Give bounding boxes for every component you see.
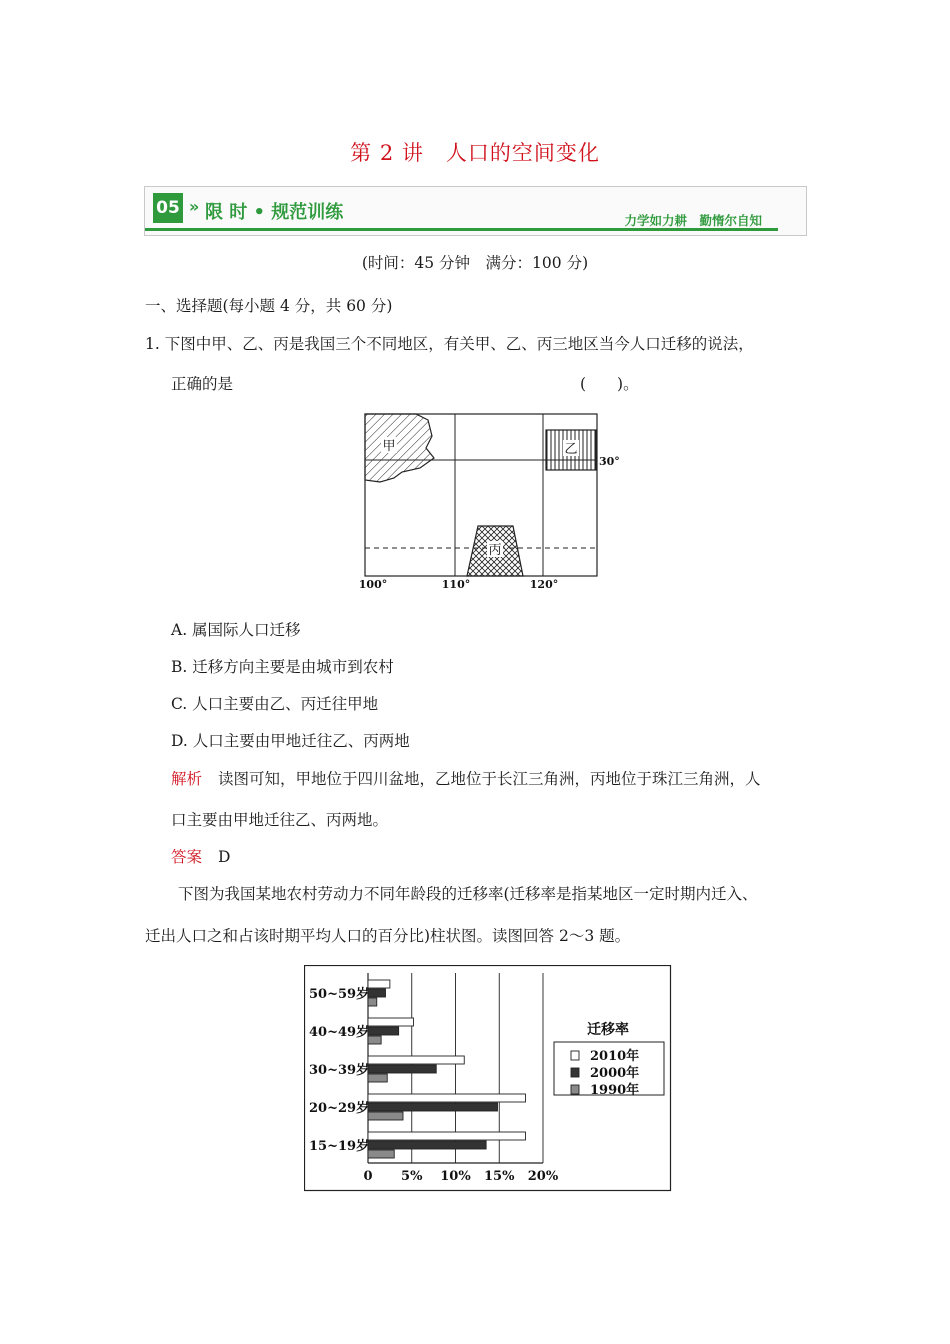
analysis-line1: 读图可知，甲地位于四川盆地，乙地位于长江三角洲，丙地位于珠江三角洲，人 xyxy=(218,770,761,788)
region-bing-label: 丙 xyxy=(488,543,502,558)
answer-label: 答案 xyxy=(171,848,203,866)
bar xyxy=(368,1018,414,1026)
x-tick-label: 10% xyxy=(440,1169,471,1184)
section-banner xyxy=(144,186,807,236)
legend-entry: 2010年 xyxy=(590,1049,640,1064)
lon-label-120: 120° xyxy=(529,578,559,591)
legend-title: 迁移率 xyxy=(587,1022,629,1038)
category-label: 20~29岁 xyxy=(309,1101,370,1116)
q1-map-figure xyxy=(350,406,630,596)
bar xyxy=(368,989,386,997)
analysis-line2: 口主要由甲地迁往乙、丙两地。 xyxy=(171,811,389,829)
category-label: 30~39岁 xyxy=(309,1063,370,1078)
bar xyxy=(368,1150,394,1158)
bar xyxy=(368,1094,526,1102)
bar xyxy=(368,1036,381,1044)
section-heading: 一、选择题(每小题 4 分，共 60 分) xyxy=(145,297,393,315)
q1-option-d: D. 人口主要由甲地迁往乙、丙两地 xyxy=(171,732,410,750)
banner-underline xyxy=(145,228,778,231)
bar xyxy=(368,1056,464,1064)
x-tick-label: 5% xyxy=(401,1169,423,1184)
lon-label-110: 110° xyxy=(441,578,471,591)
lon-label-100: 100° xyxy=(358,578,388,591)
exam-meta: (时间：45 分钟 满分：100 分) xyxy=(361,254,589,272)
bar xyxy=(368,1027,399,1035)
legend-swatch xyxy=(571,1085,579,1094)
region-jia xyxy=(365,414,434,482)
q1-stem-line1: 1. 下图中甲、乙、丙是我国三个不同地区，有关甲、乙、丙三地区当今人口迁移的说法， xyxy=(145,335,754,353)
legend-entry: 1990年 xyxy=(590,1083,640,1098)
q1-option-b: B. 迁移方向主要是由城市到农村 xyxy=(171,658,394,676)
bar xyxy=(368,1103,498,1111)
banner-heading: 限 时 • 规范训练 xyxy=(205,202,344,223)
legend-entry: 2000年 xyxy=(590,1066,640,1081)
bar xyxy=(368,1132,526,1140)
x-tick-label: 15% xyxy=(484,1169,515,1184)
lat-label: 30° xyxy=(599,455,620,468)
answer-value: D xyxy=(218,848,231,866)
intro-line2: 迁出人口之和占该时期平均人口的百分比)柱状图。读图回答 2～3 题。 xyxy=(145,927,631,945)
banner-slogan: 力学如力耕 勤惰尔自知 xyxy=(624,213,762,228)
page-title: 第 2 讲 人口的空间变化 xyxy=(350,141,600,165)
q1-option-a: A. 属国际人口迁移 xyxy=(171,621,301,639)
q1-stem-line2: 正确的是 xyxy=(171,375,234,393)
region-jia-label: 甲 xyxy=(382,439,396,454)
x-tick-label: 20% xyxy=(527,1169,559,1184)
q1-option-c: C. 人口主要由乙、丙迁往甲地 xyxy=(171,695,379,713)
bar xyxy=(368,1112,403,1120)
x-tick-label: 0 xyxy=(363,1169,373,1184)
bar xyxy=(368,1141,486,1149)
bar xyxy=(368,1065,436,1073)
analysis-label: 解析 xyxy=(171,770,203,788)
legend-swatch xyxy=(571,1051,579,1060)
category-label: 15~19岁 xyxy=(309,1139,370,1154)
region-yi-label: 乙 xyxy=(564,442,578,457)
intro-line1: 下图为我国某地农村劳动力不同年龄段的迁移率(迁移率是指某地区一定时期内迁入、 xyxy=(178,885,758,903)
migration-rate-chart xyxy=(304,965,672,1193)
legend-swatch xyxy=(571,1068,579,1077)
bar xyxy=(368,998,377,1006)
category-label: 50~59岁 xyxy=(309,987,370,1002)
bar xyxy=(368,1074,387,1082)
banner-arrow-icon: » xyxy=(189,197,200,216)
bar xyxy=(368,980,390,988)
category-label: 40~49岁 xyxy=(309,1025,370,1040)
banner-number: 05 xyxy=(153,193,183,223)
q1-answer-blank: ( )。 xyxy=(580,375,639,393)
